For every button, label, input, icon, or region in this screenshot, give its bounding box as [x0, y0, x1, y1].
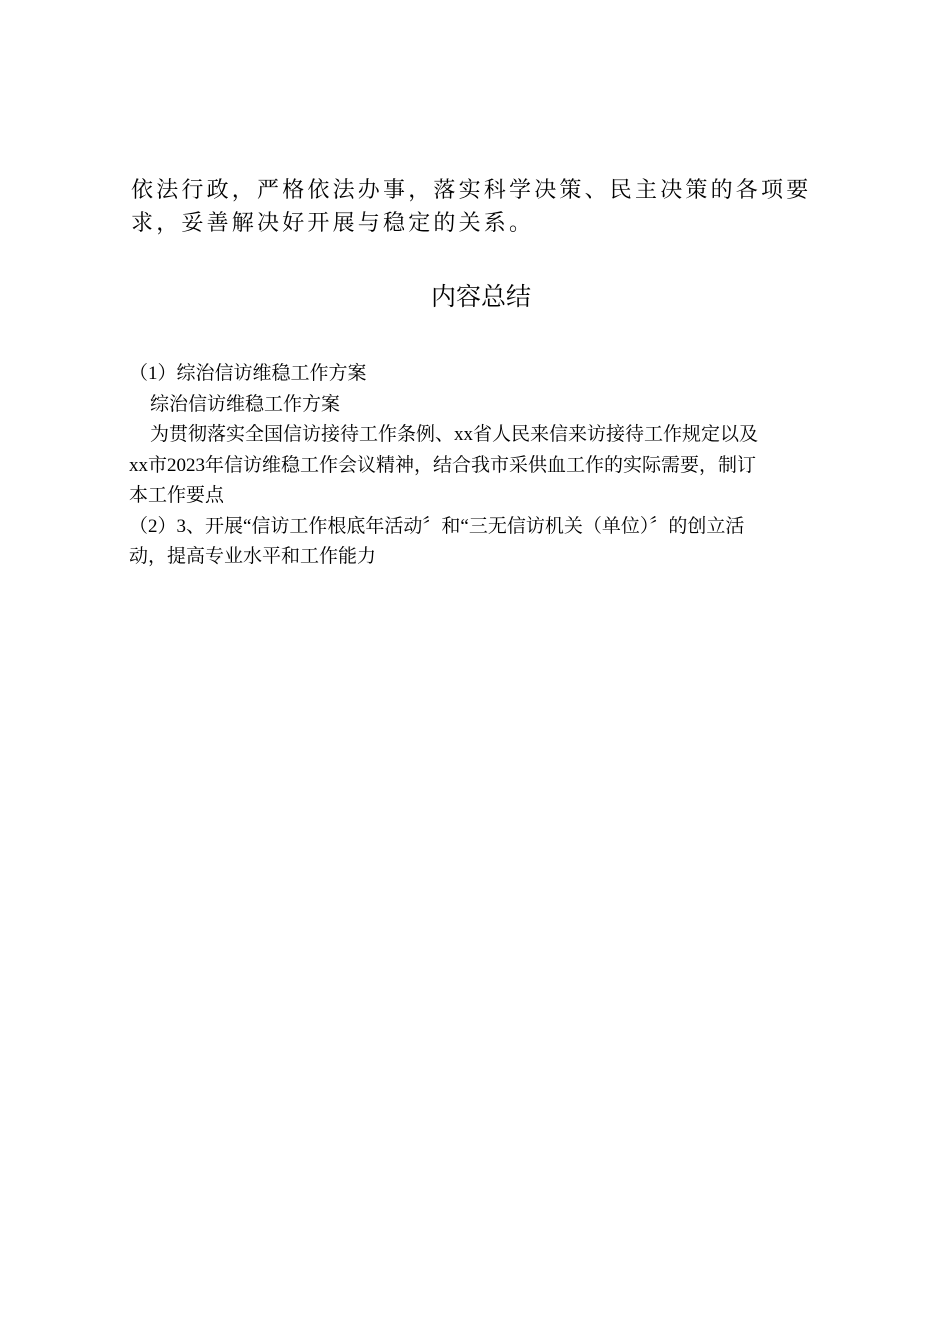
paragraph-line: 求，妥善解决好开展与稳定的关系。 [131, 211, 535, 236]
summary-line: （2）3、开展“信访工作根底年活动〞和“三无信访机关（单位）〞的创立活 [129, 515, 745, 537]
lead-paragraph [131, 174, 831, 240]
summary-line: 综治信访维稳工作方案 [150, 393, 341, 415]
summary-title: 内容总结 [430, 282, 531, 311]
summary-line: （1）综治信访维稳工作方案 [129, 363, 367, 384]
summary-line: 动，提高专业水平和工作能力 [129, 546, 377, 567]
summary-line: 本工作要点 [129, 485, 225, 506]
summary-line: 为贯彻落实全国信访接待工作条例、xx省人民来信来访接待工作规定以及 [150, 424, 759, 445]
summary-body [129, 359, 829, 573]
paragraph-line: 依法行政，严格依法办事，落实科学决策、民主决策的各项要 [131, 178, 812, 203]
summary-line: xx市2023年信访维稳工作会议精神，结合我市采供血工作的实际需要，制订 [129, 454, 757, 476]
